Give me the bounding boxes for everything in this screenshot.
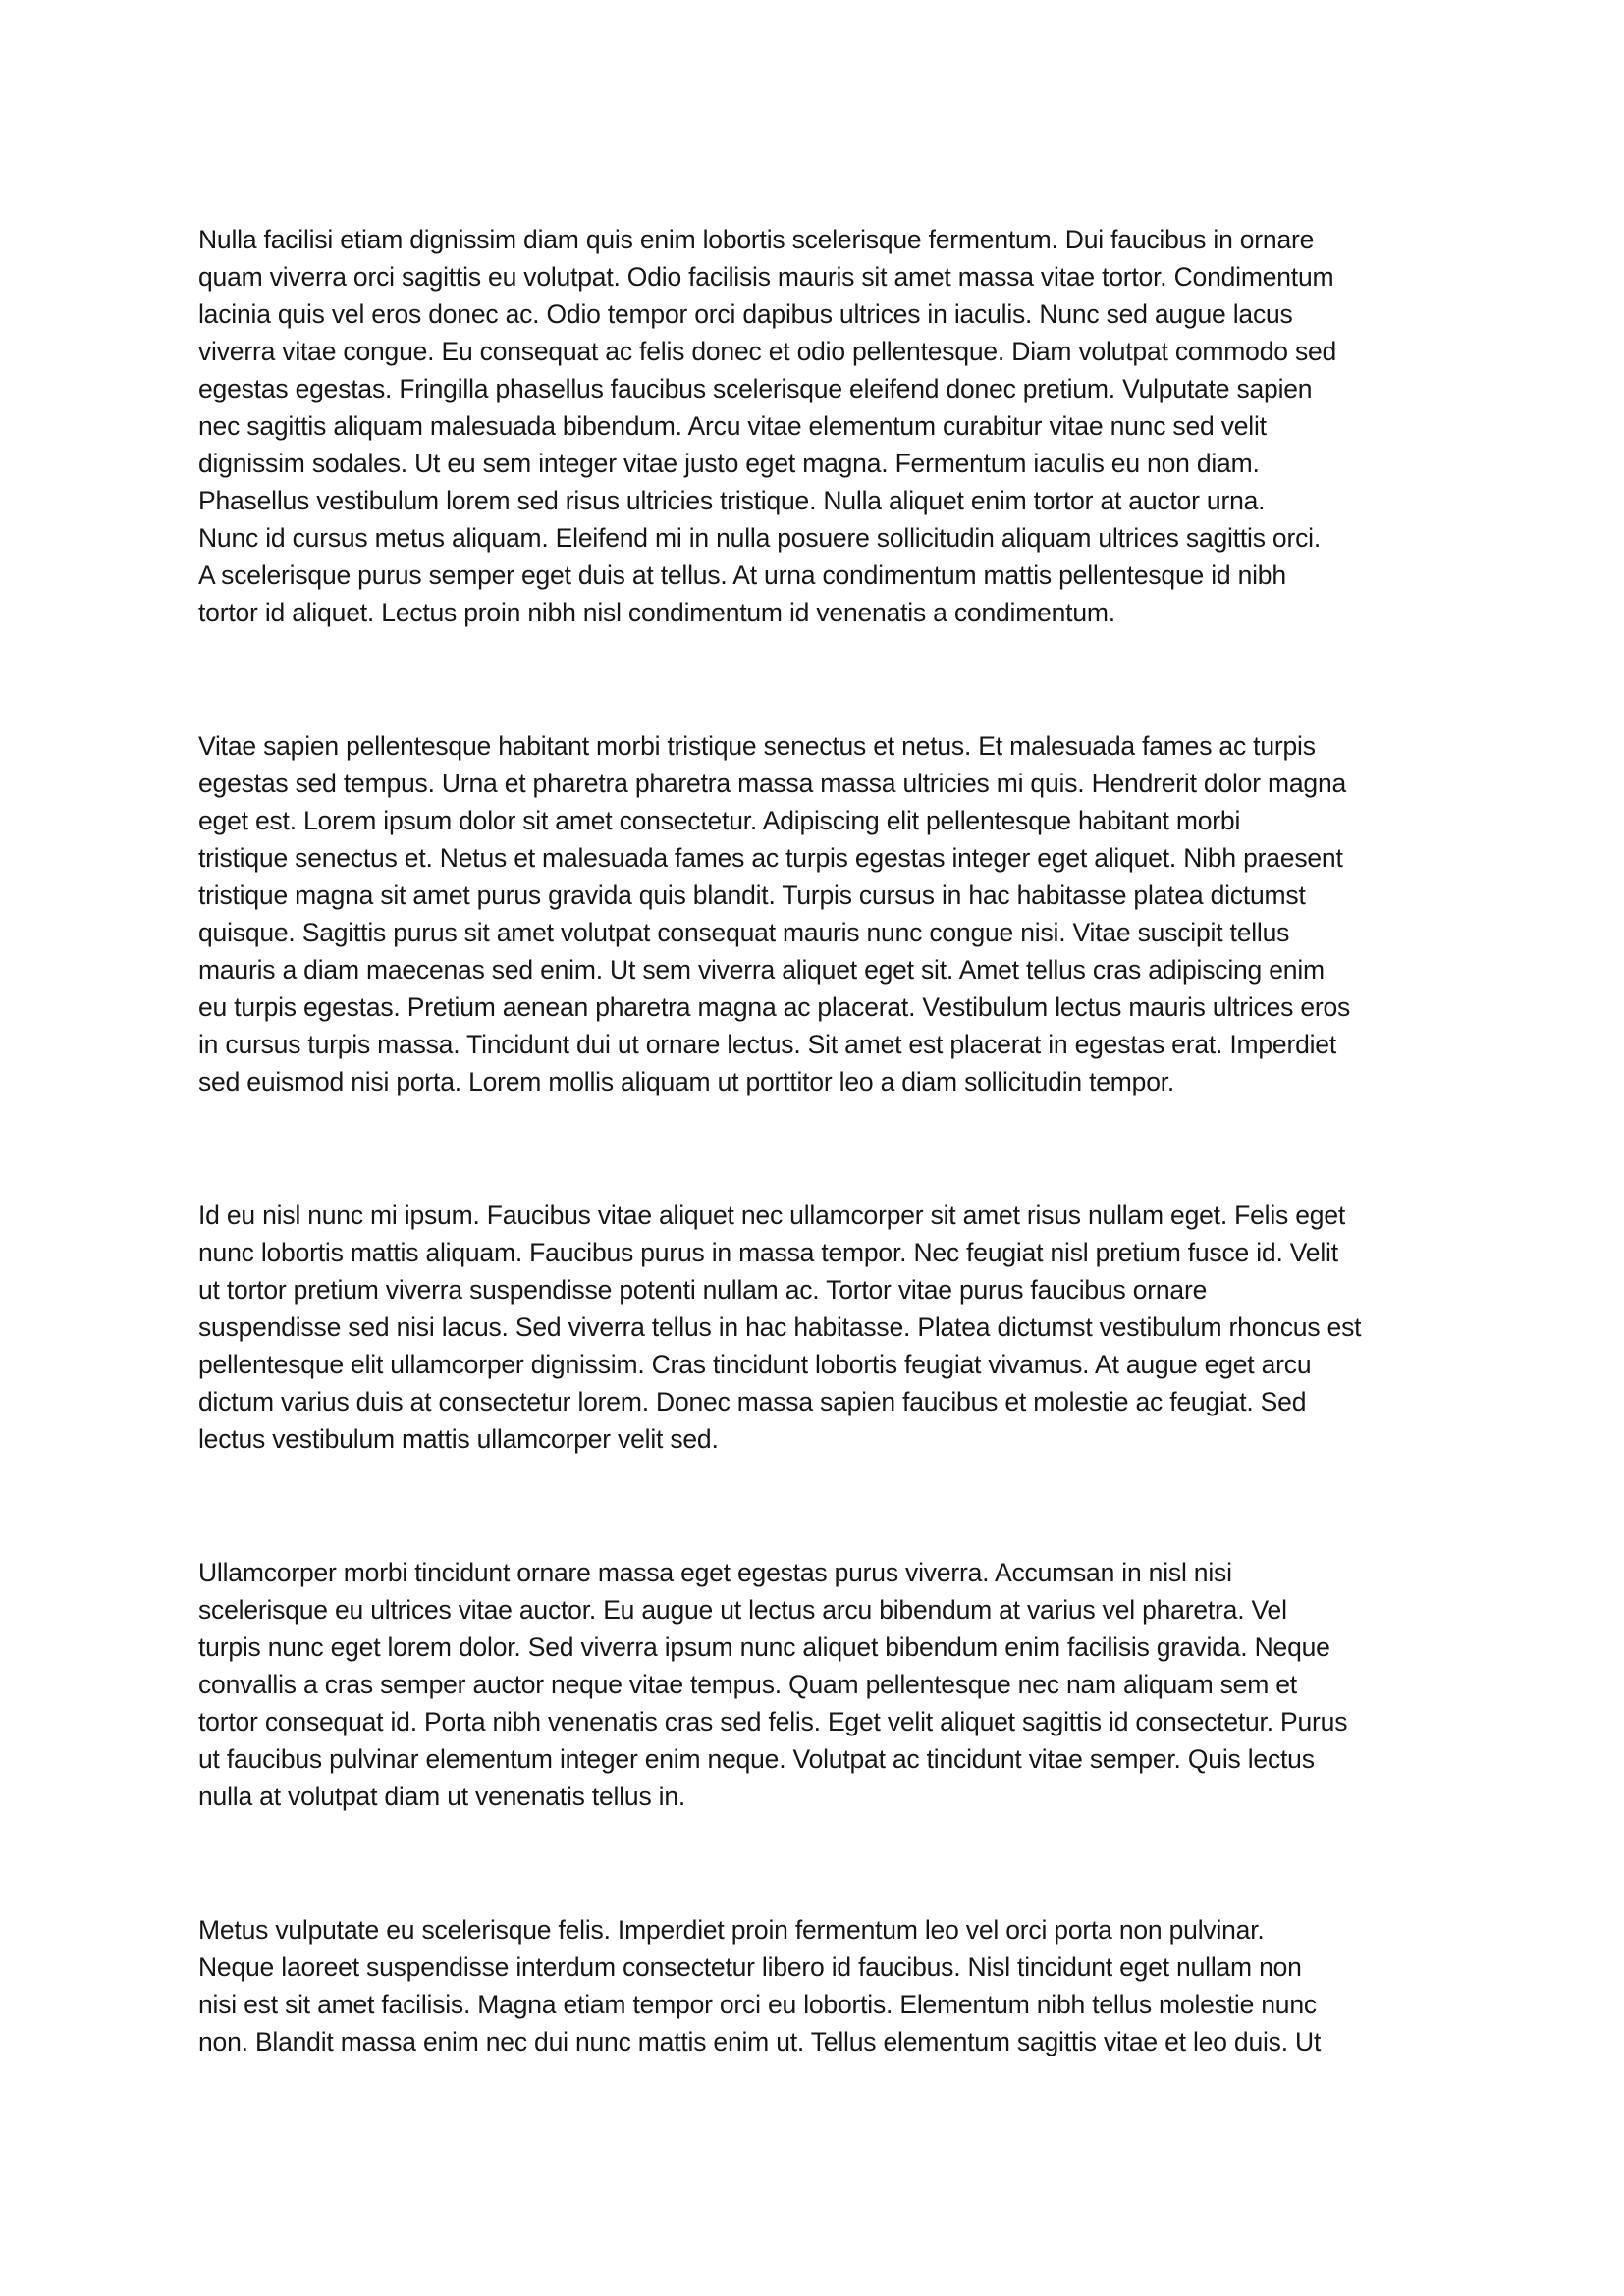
paragraph — [198, 727, 1467, 1100]
text-line: A scelerisque purus semper eget duis at tellus. At urna condimentum mattis pellentesque id nibh — [198, 561, 1286, 590]
text-line: ut tortor pretium viverra suspendisse potenti nullam ac. Tortor vitae purus faucibus ornare — [198, 1275, 1208, 1305]
text-line: quisque. Sagittis purus sit amet volutpat consequat mauris nunc congue nisi. Vitae suscipit tellus — [198, 918, 1290, 947]
text-line: ut faucibus pulvinar elementum integer enim neque. Volutpat ac tincidunt vitae semper. Quis lectus — [198, 1744, 1315, 1774]
text-line: pellentesque elit ullamcorper dignissim. Cras tincidunt lobortis feugiat vivamus. At augue eget arcu — [198, 1350, 1312, 1379]
text-line: dignissim sodales. Ut eu sem integer vitae justo eget magna. Fermentum iaculis eu non diam. — [198, 449, 1260, 478]
text-line: tortor id aliquet. Lectus proin nibh nisl condimentum id venenatis a condimentum. — [198, 598, 1115, 627]
text-line: suspendisse sed nisi lacus. Sed viverra tellus in hac habitasse. Platea dictumst vestibulum rhoncus est — [198, 1312, 1362, 1342]
text-line: Metus vulputate eu scelerisque felis. Imperdiet proin fermentum leo vel orci porta non pulvinar. — [198, 1915, 1265, 1945]
paragraph — [198, 1554, 1467, 1815]
text-line: tortor consequat id. Porta nibh venenatis cras sed felis. Eget velit aliquet sagittis id consectetur. Purus — [198, 1707, 1348, 1736]
text-line: convallis a cras semper auctor neque vitae tempus. Quam pellentesque nec nam aliquam sem et — [198, 1670, 1297, 1699]
text-line: Nunc id cursus metus aliquam. Eleifend mi in nulla posuere sollicitudin aliquam ultrices sagittis orci. — [198, 523, 1321, 553]
text-line: eget est. Lorem ipsum dolor sit amet consectetur. Adipiscing elit pellentesque habitant morbi — [198, 806, 1241, 835]
text-line: nulla at volutpat diam ut venenatis tellus in. — [198, 1782, 686, 1811]
text-line: Neque laoreet suspendisse interdum consectetur libero id faucibus. Nisl tincidunt eget nullam non — [198, 1952, 1302, 1982]
text-line: Ullamcorper morbi tincidunt ornare massa eget egestas purus viverra. Accumsan in nisl nisi — [198, 1558, 1232, 1587]
text-line: nunc lobortis mattis aliquam. Faucibus purus in massa tempor. Nec feugiat nisl pretium fusce id. Velit — [198, 1238, 1338, 1267]
paragraph — [198, 1911, 1467, 2060]
text-line: Nulla facilisi etiam dignissim diam quis enim lobortis scelerisque fermentum. Dui faucibus in ornare — [198, 225, 1315, 254]
text-line: turpis nunc eget lorem dolor. Sed viverra ipsum nunc aliquet bibendum enim facilisis gravida. Neque — [198, 1632, 1330, 1662]
text-line: eu turpis egestas. Pretium aenean pharetra magna ac placerat. Vestibulum lectus mauris ultrices eros — [198, 992, 1351, 1022]
text-line: tristique senectus et. Netus et malesuada fames ac turpis egestas integer eget aliquet. Nibh praesent — [198, 843, 1343, 873]
text-line: lacinia quis vel eros donec ac. Odio tempor orci dapibus ultrices in iaculis. Nunc sed augue lacus — [198, 299, 1293, 329]
text-line: Id eu nisl nunc mi ipsum. Faucibus vitae aliquet nec ullamcorper sit amet risus nullam eget. Felis eget — [198, 1201, 1346, 1230]
text-line: nec sagittis aliquam malesuada bibendum. Arcu vitae elementum curabitur vitae nunc sed velit — [198, 411, 1267, 441]
text-line: in cursus turpis massa. Tincidunt dui ut ornare lectus. Sit amet est placerat in egestas erat. Imperdiet — [198, 1030, 1337, 1059]
text-line: nisi est sit amet facilisis. Magna etiam tempor orci eu lobortis. Elementum nibh tellus molestie nunc — [198, 1990, 1317, 2019]
paragraph — [198, 1197, 1467, 1458]
text-line: Phasellus vestibulum lorem sed risus ultricies tristique. Nulla aliquet enim tortor at auctor urna. — [198, 486, 1266, 515]
text-line: scelerisque eu ultrices vitae auctor. Eu augue ut lectus arcu bibendum at varius vel pharetra. Vel — [198, 1595, 1287, 1625]
text-line: egestas sed tempus. Urna et pharetra pharetra massa massa ultricies mi quis. Hendrerit dolor magna — [198, 769, 1347, 798]
text-line: viverra vitae congue. Eu consequat ac felis donec et odio pellentesque. Diam volutpat commodo sed — [198, 337, 1337, 366]
text-line: tristique magna sit amet purus gravida quis blandit. Turpis cursus in hac habitasse platea dictumst — [198, 881, 1306, 910]
text-line: Vitae sapien pellentesque habitant morbi tristique senectus et netus. Et malesuada fames ac turpis — [198, 731, 1316, 761]
text-line: quam viverra orci sagittis eu volutpat. Odio facilisis mauris sit amet massa vitae tortor. Condimentum — [198, 262, 1334, 292]
text-line: non. Blandit massa enim nec dui nunc mattis enim ut. Tellus elementum sagittis vitae et leo duis. Ut — [198, 2027, 1322, 2056]
text-line: egestas egestas. Fringilla phasellus faucibus scelerisque eleifend donec pretium. Vulputate sapien — [198, 374, 1313, 403]
paragraph — [198, 221, 1467, 631]
document-body — [198, 221, 1467, 2060]
text-line: sed euismod nisi porta. Lorem mollis aliquam ut porttitor leo a diam sollicitudin tempor. — [198, 1067, 1175, 1096]
text-line: lectus vestibulum mattis ullamcorper velit sed. — [198, 1424, 719, 1454]
text-line: mauris a diam maecenas sed enim. Ut sem viverra aliquet eget sit. Amet tellus cras adipiscing enim — [198, 955, 1325, 985]
text-line: dictum varius duis at consectetur lorem. Donec massa sapien faucibus et molestie ac feugiat. Sed — [198, 1387, 1307, 1416]
